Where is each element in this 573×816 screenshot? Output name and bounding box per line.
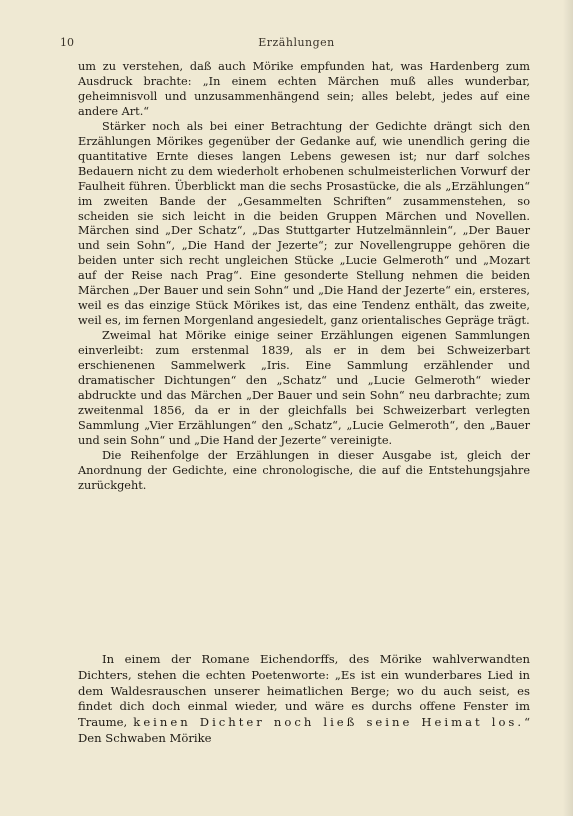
paragraph: Zweimal hat Mörike einige seiner Erzählungen eigenen Sammlungen einverleibt: zum erstenmal 1839, als er in dem bei Schweizerbart erschienenen Sammelwerk „Iris. Eine Sammlung erzählender und dramatischer Dichtungen“ den „Schatz“ und „Lucie Gelmeroth“ wieder abdruckte und das Märchen „Der Bauer und sein Sohn“ neu darbrachte; zum zweitenmal 1856, da er in der gleichfalls bei Schweizerbart verlegten Sammlung „Vier Erzählungen“ den „Schatz“, „Lucie Gelmeroth“, den „Bauer und sein Sohn“ und „Die Hand der Jezerte“ vereinigte.	[78, 329, 530, 447]
main-text	[78, 60, 530, 494]
paragraph: Stärker noch als bei einer Betrachtung der Gedichte drängt sich den Erzählungen Mörikes gegenüber der Gedanke auf, wie unendlich gering die quantitative Ernte dieses langen Lebens gewesen ist; nur darf solches Bedauern nicht zu dem wiederholt erhobenen schulmeisterlichen Vorwurf der Faulheit führen. Überblickt man die sechs Prosastücke, die als „Erzählungen“ im zweiten Bande der „Gesammelten Schriften“ zusammenstehen, so scheiden sie sich leicht in die beiden Gruppen Märchen und Novellen. Märchen sind „Der Schatz“, „Das Stuttgarter Hutzelmännlein“, „Der Bauer und sein Sohn“, „Die Hand der Jezerte“; zur Novellengruppe gehören die beiden unter sich recht ungleichen Stücke „Lucie Gelmeroth“ und „Mozart auf der Reise nach Prag“. Eine gesonderte Stellung nehmen die beiden Märchen „Der Bauer und sein Sohn“ und „Die Hand der Jezerte“ ein, ersteres, weil es das einzige Stück Mörikes ist, das eine Tendenz enthält, das zweite, weil es, im fernen Morgenland angesiedelt, ganz orientalisches Gepräge trägt.	[78, 119, 530, 328]
page-number: 10	[60, 36, 74, 49]
running-head: Erzählungen	[258, 36, 335, 49]
section-two-paragraph	[78, 652, 530, 747]
spaced-emphasis: keinen Dichter noch ließ seine Heimat los.	[133, 715, 525, 730]
section-two-tail: “ Den Schwaben Mörike	[78, 715, 531, 745]
section-two-lead: In einem der Romane Eichendorffs, des Mörike wahlverwandten Dichters, stehen die echten Poetenworte: „Es ist ein wunderbares Lied in dem Waldesrauschen unserer heimatlichen Berge; wo du auch seist, es findet dich doch einmal wieder, und wäre es durchs offene Fenster im Traume,	[78, 652, 530, 730]
page-header	[60, 36, 533, 54]
page-edge-shadow	[563, 0, 573, 816]
section-two-text	[78, 652, 530, 747]
paragraph-continuation: um zu verstehen, daß auch Mörike empfunden hat, was Hardenberg zum Ausdruck brachte: „In einem echten Märchen muß alles wunderbar, geheimnisvoll und unzusammenhängend sein; alles belebt, jedes auf eine andere Art.“	[78, 60, 530, 118]
paragraph: Die Reihenfolge der Erzählungen in dieser Ausgabe ist, gleich der Anordnung der Gedichte, eine chronologische, die auf die Entstehungsjahre zurückgeht.	[78, 448, 530, 492]
